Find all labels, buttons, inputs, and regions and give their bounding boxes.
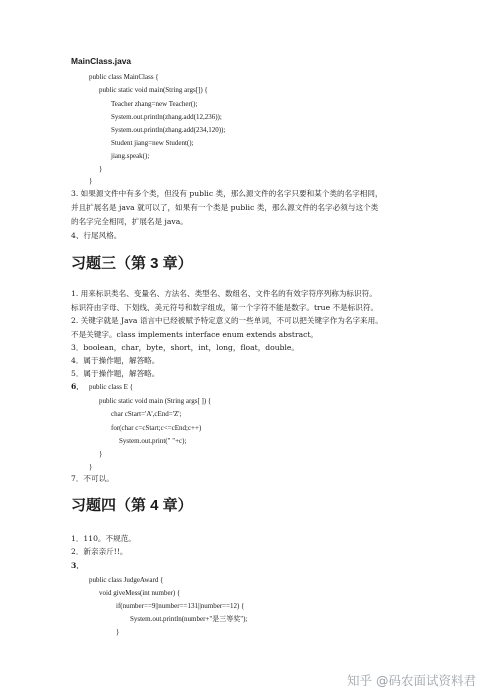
code-line: Teacher zhang=new Teacher(); <box>111 100 198 108</box>
code-line: System.out.println(zhang.add(12,236)); <box>111 113 222 121</box>
ch3-answer-6-number: 6． <box>71 382 84 391</box>
chapter-3-title: 习题三（第 3 章） <box>71 255 193 272</box>
code-line: public class MainClass { <box>89 73 159 81</box>
ch3-answer-2-line: 2. 关键字就是 Java 语言中已经被赋予特定意义的一些单词，不可以把关键字作为名字来用。 <box>71 316 383 325</box>
code-line: public class JudgeAward { <box>89 576 164 584</box>
code-line: jiang.speak(); <box>111 152 150 160</box>
code-line: public static void main(String args[]) { <box>99 86 208 94</box>
code-line: } <box>99 165 103 173</box>
code-line: } <box>116 628 120 636</box>
code-line: public class E { <box>89 383 133 391</box>
code-line: if(number==9||number==131||number==12) { <box>116 602 245 610</box>
code-line: } <box>99 450 103 458</box>
code-line: public static void main (String args[ ]) { <box>99 397 212 405</box>
code-line: char cStart='A',cEnd='Z'; <box>111 410 182 418</box>
ch3-answer-7: 7．不可以。 <box>71 474 114 483</box>
answer-4: 4、行尾风格。 <box>71 231 122 240</box>
ch3-answer-5: 5．属于操作题，解答略。 <box>71 369 160 378</box>
code-line: System.out.print(" "+c); <box>119 437 187 445</box>
code-line: void giveMess(int number) { <box>99 589 181 597</box>
code-line: for(char c=cStart;c<=cEnd;c++) <box>111 424 202 432</box>
ch4-answer-1: 1．110。不规范。 <box>71 534 136 543</box>
code-line: System.out.println(zhang.add(234,120)); <box>111 126 226 134</box>
answer-3-line: 的名字完全相同，扩展名是 java。 <box>71 217 188 226</box>
ch3-answer-2-line: 不是关键字。class implements interface enum extends abstract。 <box>71 330 318 339</box>
code-line: System.out.println(number+"是三等奖"); <box>130 615 248 623</box>
zhihu-watermark: 知乎 @码农面试资料君 <box>347 673 476 688</box>
ch4-answer-3-number: 3． <box>71 561 84 570</box>
answer-3-line: 3. 如果源文件中有多个类，但没有 public 类，那么源文件的名字只要和某个类的名字相同， <box>71 189 383 198</box>
code-line: } <box>89 177 93 185</box>
ch3-answer-1-line: 1. 用来标识类名、变量名、方法名、类型名、数组名、文件名的有效字符序列称为标识符。 <box>71 289 377 298</box>
ch4-answer-2: 2．新亲亲斤!!。 <box>71 547 128 556</box>
ch3-answer-3: 3．boolean，char，byte，short，int，long，float，double。 <box>71 343 300 352</box>
code-line: } <box>89 463 93 471</box>
ch3-answer-1-line: 标识符由字母、下划线、美元符号和数字组成，第一个字符不能是数字。true 不是标识符。 <box>71 303 379 312</box>
answer-3-line: 并且扩展名是 java 就可以了，如果有一个类是 public 类，那么源文件的名字必须与这个类 <box>71 203 379 212</box>
code-filename: MainClass.java <box>71 56 132 66</box>
ch3-answer-4: 4．属于操作题，解答略。 <box>71 356 160 365</box>
code-line: Student jiang=new Student(); <box>111 139 194 147</box>
chapter-4-title: 习题四（第 4 章） <box>71 497 193 514</box>
